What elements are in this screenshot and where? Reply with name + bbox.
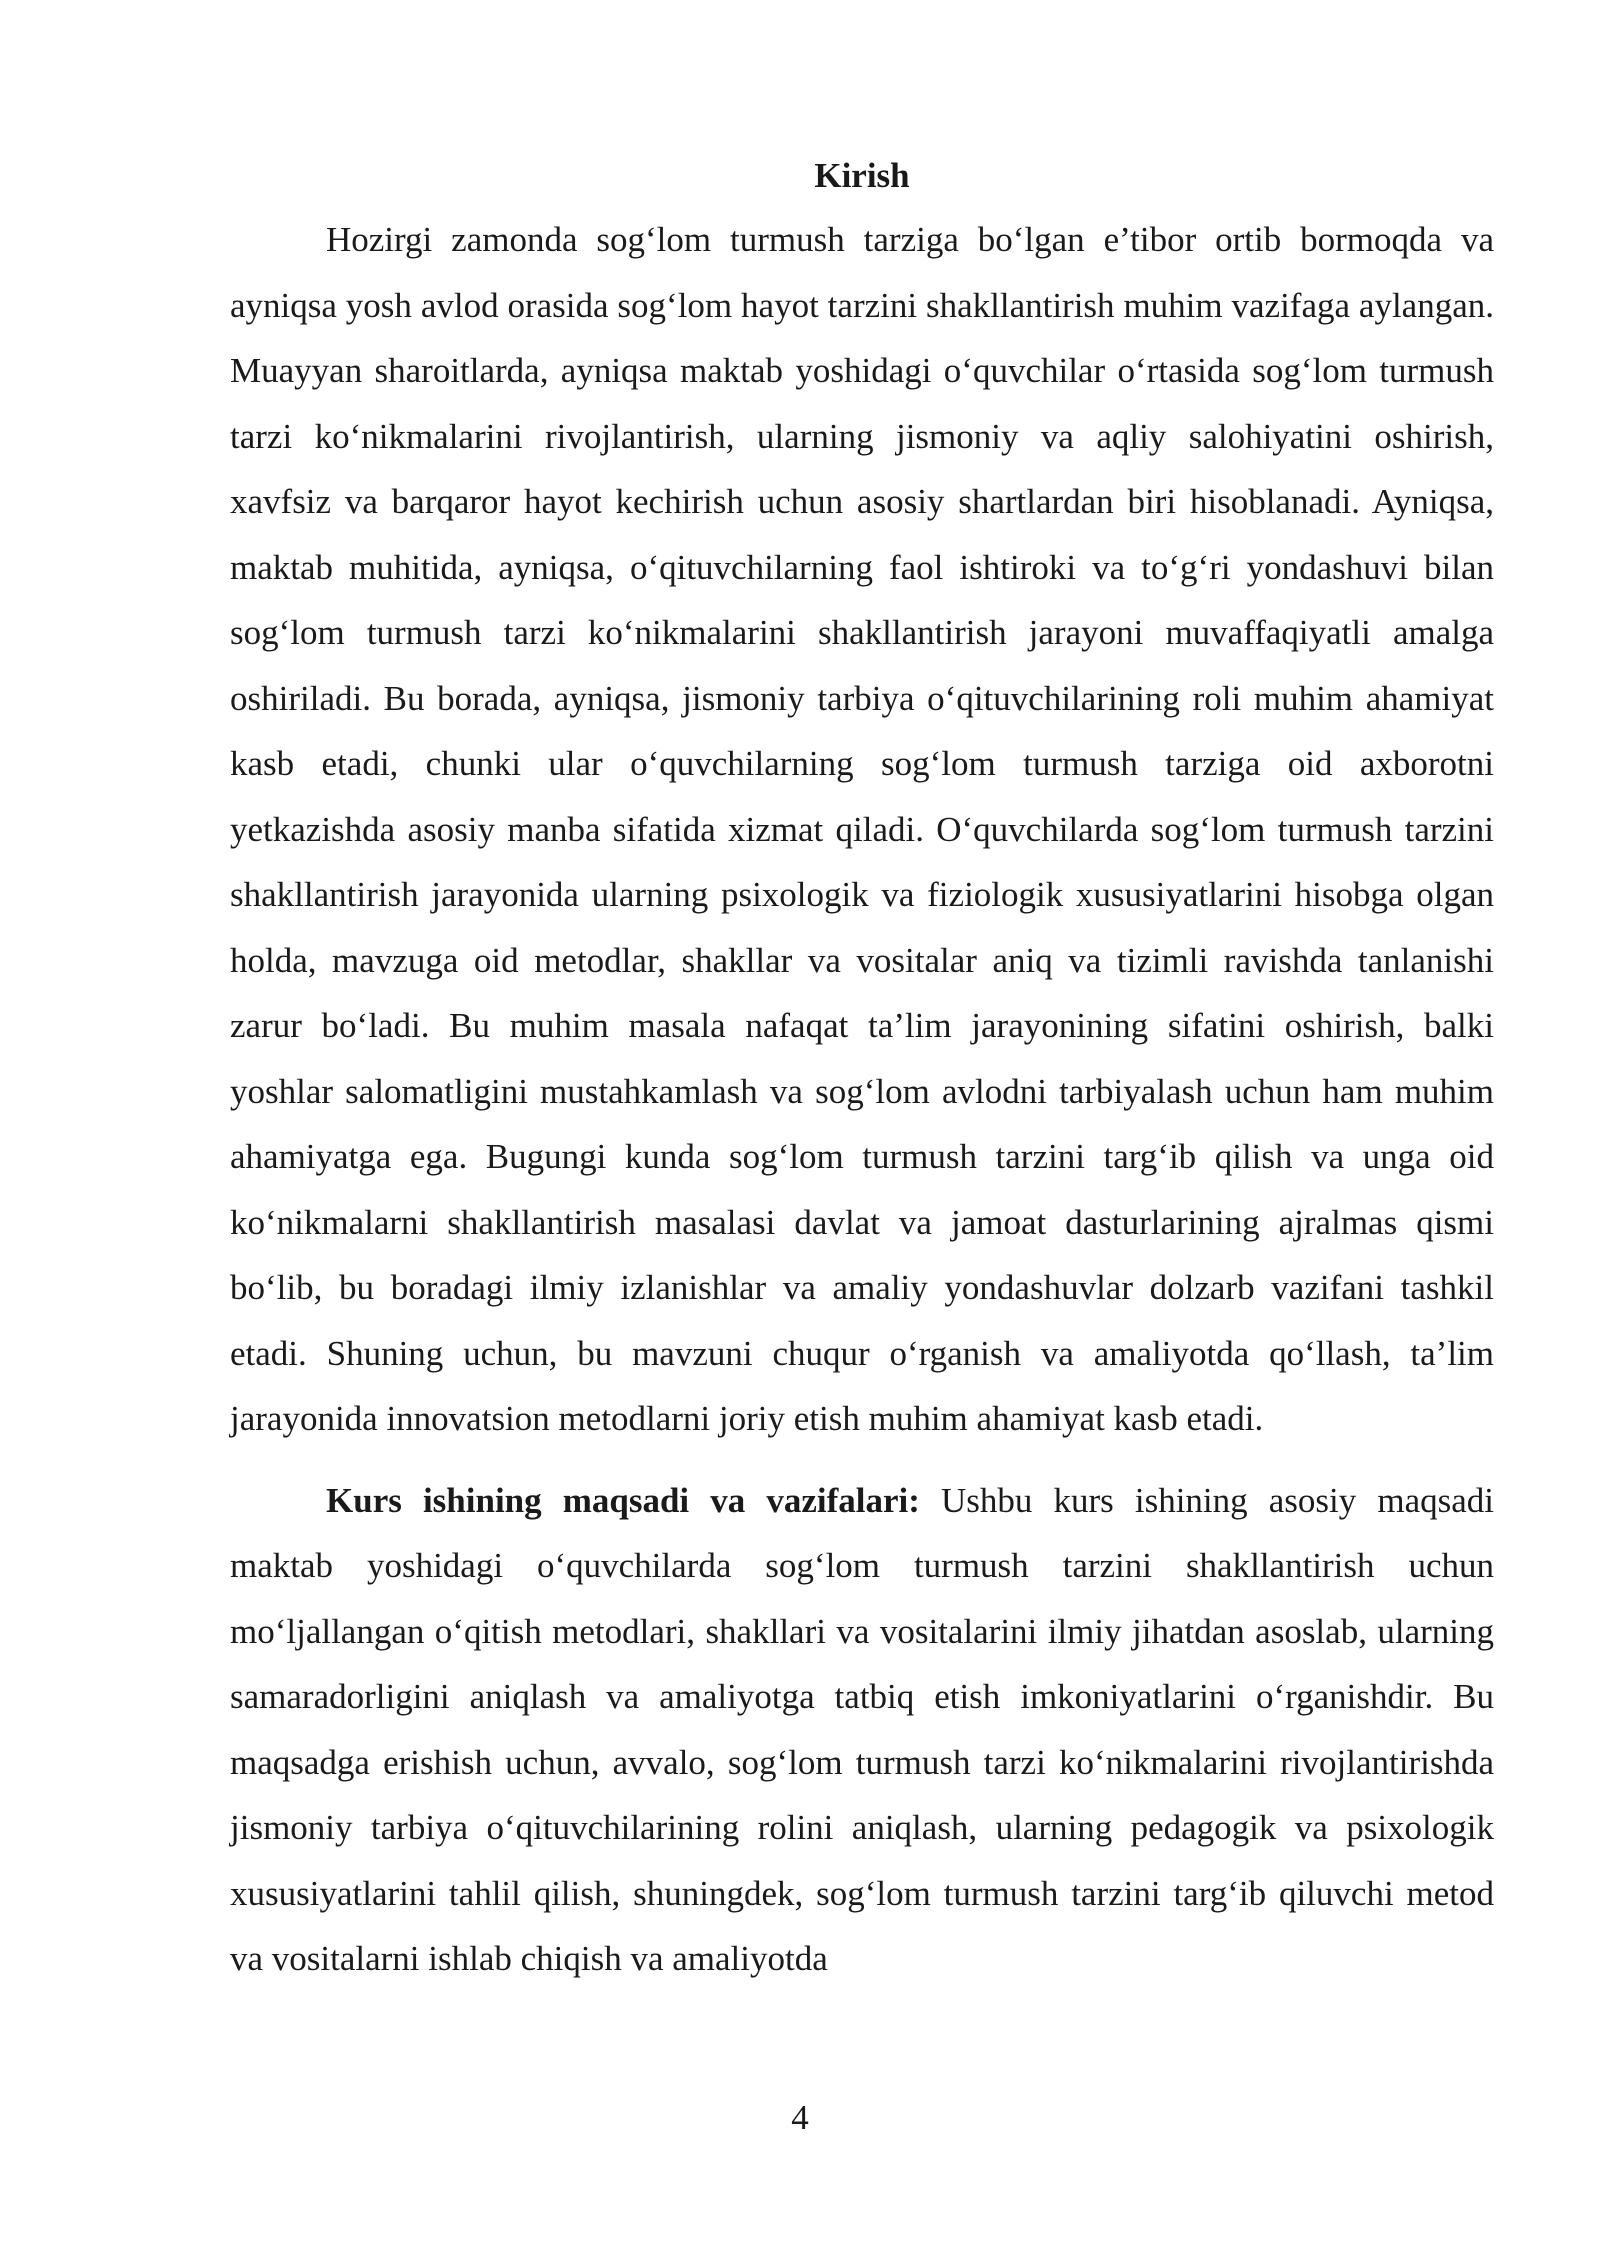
page-content [230, 145, 1494, 1992]
page-number: 4 [791, 2098, 809, 2137]
goals-paragraph-body: Ushbu kurs ishining asosiy maqsadi maktab yoshidagi o‘quvchilarda sog‘lom turmush tarzini shakllantirish uchun mo‘ljallangan o‘qitish metodlari, shakllari va vositalarini ilmiy jihatdan asoslab, ularning samaradorligini aniqlash va amaliyotga tatbiq etish imkoniyatlarini o‘rganishdir. Bu maqsadga erishish uchun, avvalo, sog‘lom turmush tarzi ko‘nikmalarini rivojlantirishda jismoniy tarbiya o‘qituvchilarining rolini aniqlash, ularning pedagogik va psixologik xususiyatlarini tahlil qilish, shuningdek, sog‘lom turmush tarzini targ‘ib qiluvchi metod va vositalarni ishlab chiqish va amaliyotda [230, 1480, 1494, 1978]
section-heading: Kirish [814, 156, 910, 195]
goals-paragraph [230, 1468, 1494, 1992]
intro-paragraph: Hozirgi zamonda sog‘lom turmush tarziga bo‘lgan e’tibor ortib bormoqda va ayniqsa yosh avlod orasida sog‘lom hayot tarzini shakllantirish muhim vazifaga aylangan. Muayyan sharoitlarda, ayniqsa maktab yoshidagi o‘quvchilar o‘rtasida sog‘lom turmush tarzi ko‘nikmalarini rivojlantirish, ularning jismoniy va aqliy salohiyatini oshirish, xavfsiz va barqaror hayot kechirish uchun asosiy shartlardan biri hisoblanadi. Ayniqsa, maktab muhitida, ayniqsa, o‘qituvchilarning faol ishtiroki va to‘g‘ri yondashuvi bilan sog‘lom turmush tarzi ko‘nikmalarini shakllantirish jarayoni muvaffaqiyatli amalga oshiriladi. Bu borada, ayniqsa, jismoniy tarbiya o‘qituvchilarining roli muhim ahamiyat kasb etadi, chunki ular o‘quvchilarning sog‘lom turmush tarziga oid axborotni yetkazishda asosiy manba sifatida xizmat qiladi. O‘quvchilarda sog‘lom turmush tarzini shakllantirish jarayonida ularning psixologik va fiziologik xususiyatlarini hisobga olgan holda, mavzuga oid metodlar, shakllar va vositalar aniq va tizimli ravishda tanlanishi zarur bo‘ladi. Bu muhim masala nafaqat ta’lim jarayonining sifatini oshirish, balki yoshlar salomatligini mustahkamlash va sog‘lom avlodni tarbiyalash uchun ham muhim ahamiyatga ega. Bugungi kunda sog‘lom turmush tarzini targ‘ib qilish va unga oid ko‘nikmalarni shakllantirish masalasi davlat va jamoat dasturlarining ajralmas qismi bo‘lib, bu boradagi ilmiy izlanishlar va amaliy yondashuvlar dolzarb vazifani tashkil etadi. Shuning uchun, bu mavzuni chuqur o‘rganish va amaliyotda qo‘llash, ta’lim jarayonida innovatsion metodlarni joriy etish muhim ahamiyat kasb etadi. [230, 220, 1494, 1438]
goals-paragraph-lead: Kurs ishining maqsadi va vazifalari: [326, 1480, 920, 1520]
